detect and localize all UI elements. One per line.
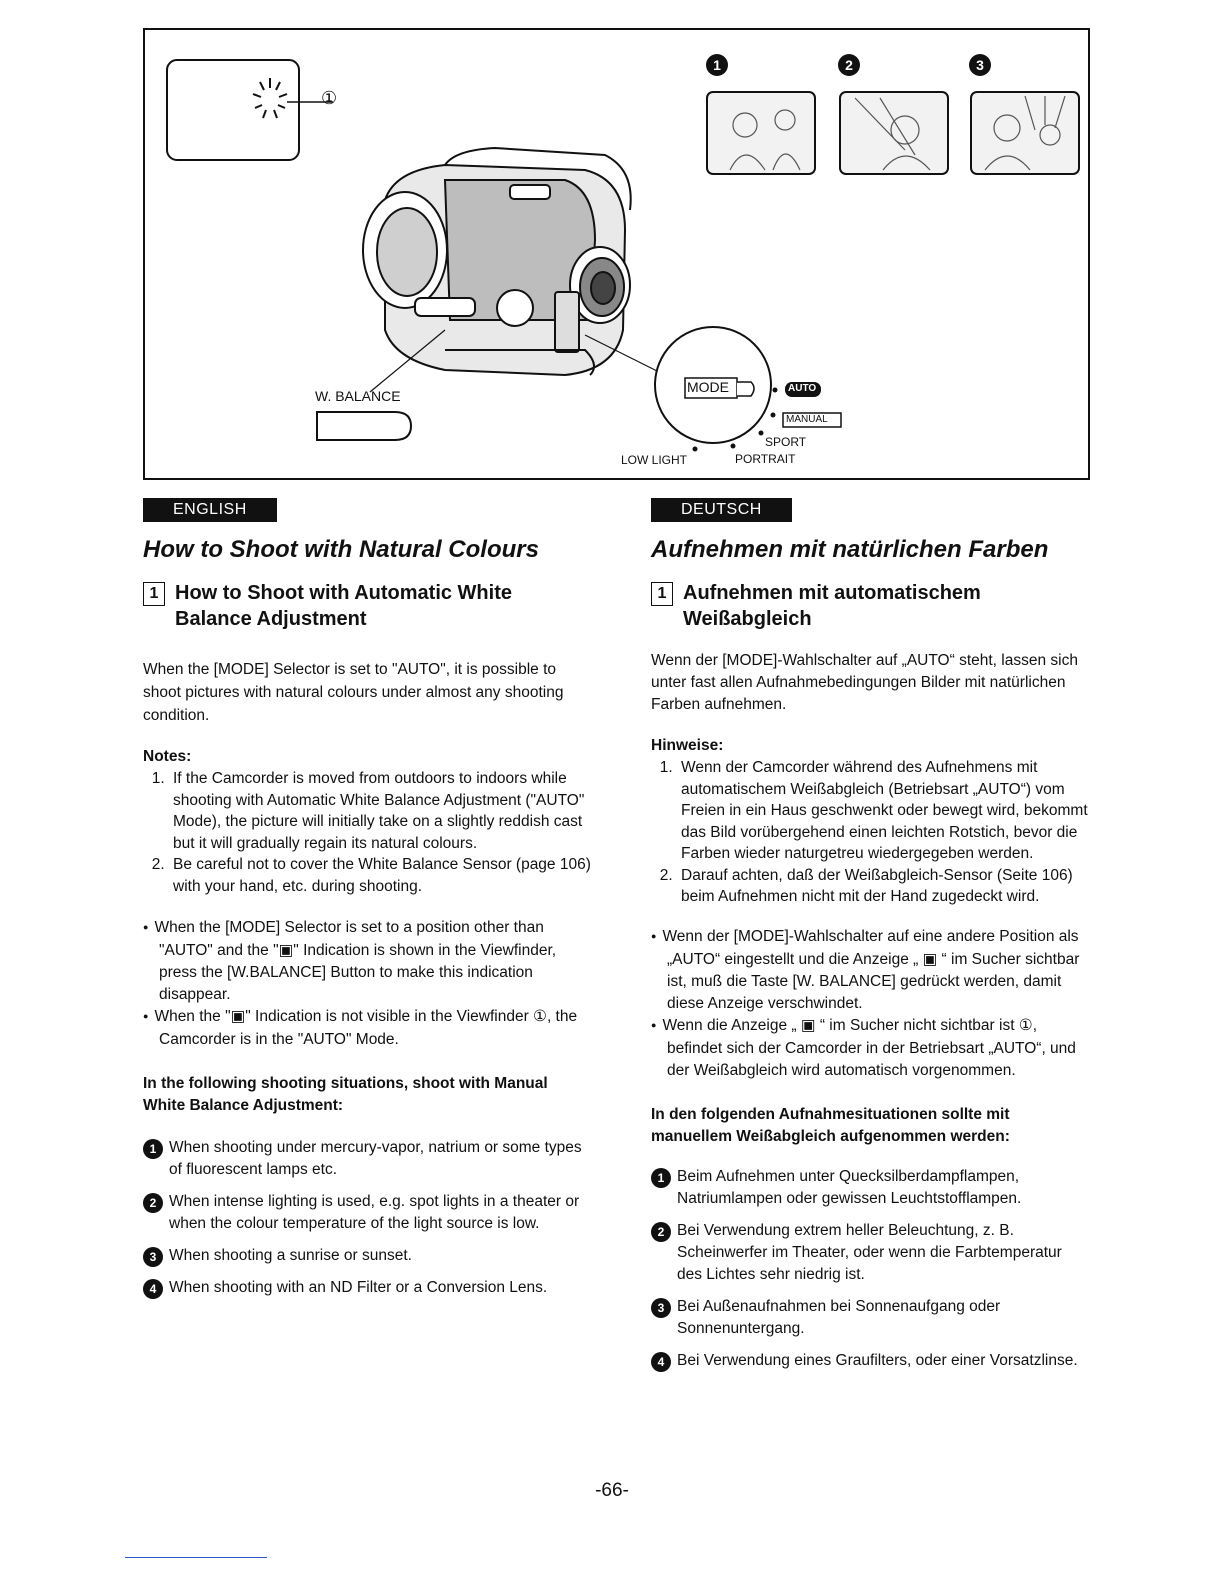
deutsch-title: Aufnehmen mit natürlichen Farben [651, 536, 1049, 563]
english-notes-list [143, 768, 593, 897]
deutsch-bullet-2: ● Wenn die Anzeige „ ▣ “ im Sucher nicht sichtbar ist ①, befindet sich der Camcorder in der Betriebsart „AUTO“, und der Weißabgleich wird automatisch vorgenommen. [651, 1015, 1091, 1082]
english-notes-heading: Notes: [143, 748, 192, 765]
deutsch-situation-4 [651, 1350, 1091, 1372]
deutsch-language-tab: DEUTSCH [651, 498, 792, 522]
english-situation-2-text: When intense lighting is used, e.g. spot lights in a theater or when the colour temperature of the light source is low. [169, 1193, 580, 1232]
mode-sport: SPORT [765, 435, 807, 449]
scene-number-1: 1 [706, 54, 728, 76]
english-situation-4-number: 4 [143, 1279, 163, 1299]
viewfinder-frame [167, 60, 299, 160]
english-situation-1-text: When shooting under mercury-vapor, natrium or some types of fluorescent lamps etc. [169, 1139, 582, 1178]
english-language-tab: ENGLISH [143, 498, 277, 522]
english-note-2: 2. Be careful not to cover the White Balance Sensor (page 106) with your hand, etc. during shooting. [169, 854, 593, 897]
flashing-indicator-icon [253, 78, 287, 118]
mode-low-light: LOW LIGHT [621, 453, 688, 467]
mode-portrait: PORTRAIT [735, 452, 796, 466]
deutsch-section-number: 1 [651, 582, 673, 606]
deutsch-intro: Wenn der [MODE]-Wahlschalter auf „AUTO“ steht, lassen sich unter fast allen Aufnahmebedingungen Bilder mit natürlichen Farben aufnehmen. [651, 652, 1078, 713]
mode-auto: AUTO [788, 383, 817, 394]
english-situation-1 [143, 1137, 593, 1181]
deutsch-situation-2-number: 2 [651, 1222, 671, 1242]
english-situation-4 [143, 1277, 593, 1299]
w-balance-label: W. BALANCE [315, 388, 401, 404]
english-section-heading [143, 580, 593, 632]
english-situation-3-number: 3 [143, 1247, 163, 1267]
deutsch-situation-2 [651, 1220, 1091, 1286]
deutsch-situation-1 [651, 1166, 1091, 1210]
deutsch-situation-4-number: 4 [651, 1352, 671, 1372]
deutsch-section-heading [651, 580, 1091, 632]
deutsch-situation-1-number: 1 [651, 1168, 671, 1188]
english-column [143, 498, 593, 1299]
scene-2-thumbnail [840, 92, 948, 174]
english-bullet-2: ● When the "▣" Indication is not visible in the Viewfinder ①, the Camcorder is in the "AUTO" Mode. [143, 1006, 593, 1051]
scene-number-3: 3 [969, 54, 991, 76]
deutsch-situation-3-text: Bei Außenaufnahmen bei Sonnenaufgang oder Sonnenuntergang. [677, 1297, 1001, 1337]
page-number: -66- [595, 1480, 629, 1501]
mode-manual: MANUAL [786, 414, 828, 425]
scene-thumbnails [707, 92, 1079, 174]
deutsch-note-2: 2. Darauf achten, daß der Weißabgleich-Sensor (Seite 106) beim Aufnehmen nicht mit der Hand zugedeckt wird. [677, 865, 1091, 908]
deutsch-situation-3 [651, 1296, 1091, 1340]
english-situation-2-number: 2 [143, 1193, 163, 1213]
viewfinder-callout-1: ① [321, 88, 338, 108]
english-title: How to Shoot with Natural Colours [143, 536, 539, 563]
english-situation-2 [143, 1191, 593, 1235]
camcorder-illustration [145, 30, 1088, 478]
english-situation-3-text: When shooting a sunrise or sunset. [169, 1247, 412, 1264]
deutsch-column [651, 498, 1091, 1372]
deutsch-situation-4-text: Bei Verwendung eines Graufilters, oder einer Vorsatzlinse. [677, 1351, 1078, 1369]
deutsch-bullet-1: ● Wenn der [MODE]-Wahlschalter auf eine andere Position als „AUTO“ eingestellt und die Anzeige „ ▣ “ im Sucher sichtbar ist, muß die Taste [W. BALANCE] gedrückt werden, damit diese Anzeige verschwindet. [651, 926, 1091, 1015]
english-section-number: 1 [143, 582, 165, 606]
english-situation-3 [143, 1245, 593, 1267]
deutsch-situation-3-number: 3 [651, 1298, 671, 1318]
deutsch-situation-1-text: Beim Aufnehmen unter Quecksilberdampflampen, Natriumlampen oder gewissen Leuchtstofflampen. [677, 1167, 1022, 1207]
scene-1-thumbnail [707, 92, 815, 174]
english-situations-heading: In the following shooting situations, shoot with Manual White Balance Adjustment: [143, 1075, 548, 1114]
w-balance-button-icon [317, 412, 411, 440]
illustration-panel [143, 28, 1090, 480]
deutsch-section-title: Aufnehmen mit automatischem Weißabgleich [683, 582, 981, 630]
camcorder-body [363, 148, 631, 375]
deutsch-situations-heading: In den folgenden Aufnahmesituationen sollte mit manuellem Weißabgleich aufgenommen werden: [651, 1105, 1010, 1145]
deutsch-note-1: 1. Wenn der Camcorder während des Aufnehmens mit automatischem Weißabgleich (Betriebsart „AUTO“) vom Freien in ein Haus geschwenkt oder bewegt wird, bekommt das Bild vorübergehend einen leichten Rotstich, bevor die Farben wieder naturgetreu wiedergegeben werden. [677, 757, 1091, 865]
english-intro: When the [MODE] Selector is set to "AUTO", it is possible to shoot pictures with natural colours under almost any shooting condition. [143, 661, 564, 724]
deutsch-notes-heading: Hinweise: [651, 737, 724, 754]
english-note-1: 1. If the Camcorder is moved from outdoors to indoors while shooting with Automatic White Balance Adjustment ("AUTO" Mode), the picture will initially take on a slightly reddish cast but it will gradually regain its natural colours. [169, 768, 593, 854]
english-bullet-1: ● When the [MODE] Selector is set to a position other than "AUTO" and the "▣" Indication is shown in the Viewfinder, press the [W.BALANCE] Button to make this indication disappear. [143, 917, 593, 1006]
footer-rule [125, 1557, 267, 1558]
scene-number-2: 2 [838, 54, 860, 76]
english-section-title: How to Shoot with Automatic White Balance Adjustment [175, 582, 512, 630]
mode-label: MODE [687, 379, 729, 395]
english-situation-4-text: When shooting with an ND Filter or a Conversion Lens. [169, 1279, 548, 1296]
deutsch-notes-list [651, 757, 1091, 908]
deutsch-situation-2-text: Bei Verwendung extrem heller Beleuchtung, z. B. Scheinwerfer im Theater, oder wenn die Farbtemperatur des Lichtes sehr niedrig ist. [677, 1221, 1062, 1283]
english-situation-1-number: 1 [143, 1139, 163, 1159]
